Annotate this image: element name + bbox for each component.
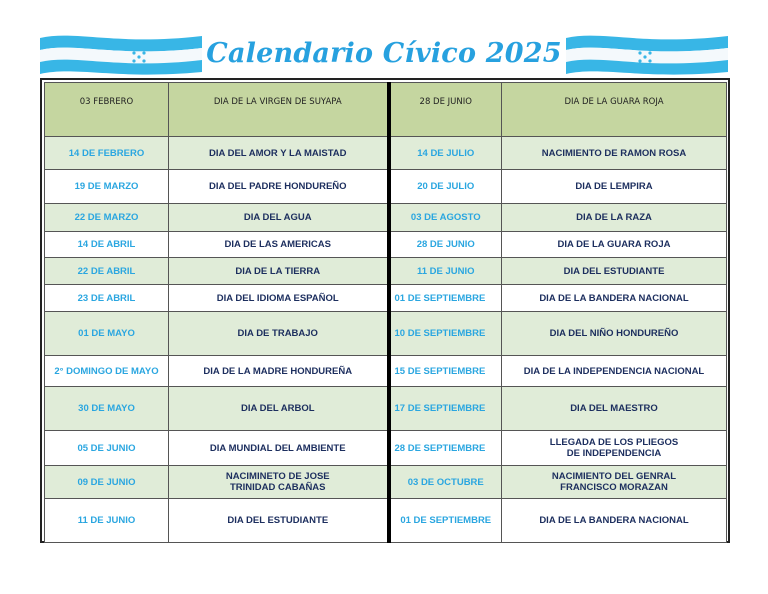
date-cell: 22 DE ABRIL [45, 258, 169, 285]
event-cell: DIA DE LA GUARA ROJA [502, 232, 727, 258]
date-cell: 09 DE JUNIO [45, 466, 169, 499]
event-cell: DIA DE LAS AMERICAS [169, 232, 389, 258]
date-cell: 11 DE JUNIO [45, 499, 169, 543]
table-row [45, 137, 727, 170]
event-cell: NACIMIENTO DEL GENRAL FRANCISCO MORAZAN [502, 466, 727, 499]
table-row [45, 356, 727, 387]
event-cell: LLEGADA DE LOS PLIEGOS DE INDEPENDENCIA [502, 431, 727, 466]
calendar-table-frame [40, 78, 730, 543]
table-row [45, 431, 727, 466]
event-cell: NACIMIENTO DE RAMON ROSA [502, 137, 727, 170]
date-cell: 03 DE AGOSTO [389, 204, 502, 232]
date-cell: 19 DE MARZO [45, 170, 169, 204]
event-cell: DIA DE LA BANDERA NACIONAL [502, 499, 727, 543]
event-cell: DIA DE LA TIERRA [169, 258, 389, 285]
date-cell: 22 DE MARZO [45, 204, 169, 232]
event-cell: DIA DEL ESTUDIANTE [502, 258, 727, 285]
date-cell: 14 DE FEBRERO [45, 137, 169, 170]
event-cell: DIA DE TRABAJO [169, 312, 389, 356]
date-cell: 03 DE OCTUBRE [389, 466, 502, 499]
date-cell: 11 DE JUNIO [389, 258, 502, 285]
date-cell: 14 DE ABRIL [45, 232, 169, 258]
event-cell: DIA DEL MAESTRO [502, 387, 727, 431]
event-cell: NACIMINETO DE JOSE TRINIDAD CABAÑAS [169, 466, 389, 499]
header-cell: 03 FEBRERO [45, 83, 169, 137]
table-row [45, 466, 727, 499]
event-cell: DIA DE LEMPIRA [502, 170, 727, 204]
date-cell: 28 DE SEPTIEMBRE [389, 431, 502, 466]
event-cell: DIA DEL PADRE HONDUREÑO [169, 170, 389, 204]
event-cell: DIA DEL AMOR Y LA MAISTAD [169, 137, 389, 170]
event-cell: DIA DEL ARBOL [169, 387, 389, 431]
event-cell: DIA DEL ESTUDIANTE [169, 499, 389, 543]
date-cell: 20 DE JULIO [389, 170, 502, 204]
date-cell: 23 DE ABRIL [45, 285, 169, 312]
table-row [45, 499, 727, 543]
table-row [45, 232, 727, 258]
date-cell: 30 DE MAYO [45, 387, 169, 431]
event-cell: DIA DEL AGUA [169, 204, 389, 232]
header-cell: DIA DE LA GUARA ROJA [502, 83, 727, 137]
table-row [45, 258, 727, 285]
calendar-table [44, 82, 727, 543]
date-cell: 01 DE SEPTIEMBRE [389, 285, 502, 312]
table-row [45, 170, 727, 204]
date-cell: 01 DE MAYO [45, 312, 169, 356]
header-cell: DIA DE LA VIRGEN DE SUYAPA [169, 83, 389, 137]
event-cell: DIA DE LA MADRE HONDUREÑA [169, 356, 389, 387]
date-cell: 15 DE SEPTIEMBRE [389, 356, 502, 387]
table-row [45, 204, 727, 232]
event-cell: DIA DEL NIÑO HONDUREÑO [502, 312, 727, 356]
date-cell: 05 DE JUNIO [45, 431, 169, 466]
event-cell: DIA MUNDIAL DEL AMBIENTE [169, 431, 389, 466]
table-row [45, 312, 727, 356]
date-cell: 2° DOMINGO DE MAYO [45, 356, 169, 387]
date-cell: 17 DE SEPTIEMBRE [389, 387, 502, 431]
event-cell: DIA DE LA RAZA [502, 204, 727, 232]
date-cell: 01 DE SEPTIEMBRE [389, 499, 502, 543]
table-row [45, 285, 727, 312]
event-cell: DIA DEL IDIOMA ESPAÑOL [169, 285, 389, 312]
table-row [45, 387, 727, 431]
event-cell: DIA DE LA INDEPENDENCIA NACIONAL [502, 356, 727, 387]
date-cell: 10 DE SEPTIEMBRE [389, 312, 502, 356]
header-cell: 28 DE JUNIO [389, 83, 502, 137]
event-cell: DIA DE LA BANDERA NACIONAL [502, 285, 727, 312]
date-cell: 14 DE JULIO [389, 137, 502, 170]
table-header-row [45, 83, 727, 137]
date-cell: 28 DE JUNIO [389, 232, 502, 258]
page-title: Calendario Cívico 2025 [206, 38, 562, 69]
